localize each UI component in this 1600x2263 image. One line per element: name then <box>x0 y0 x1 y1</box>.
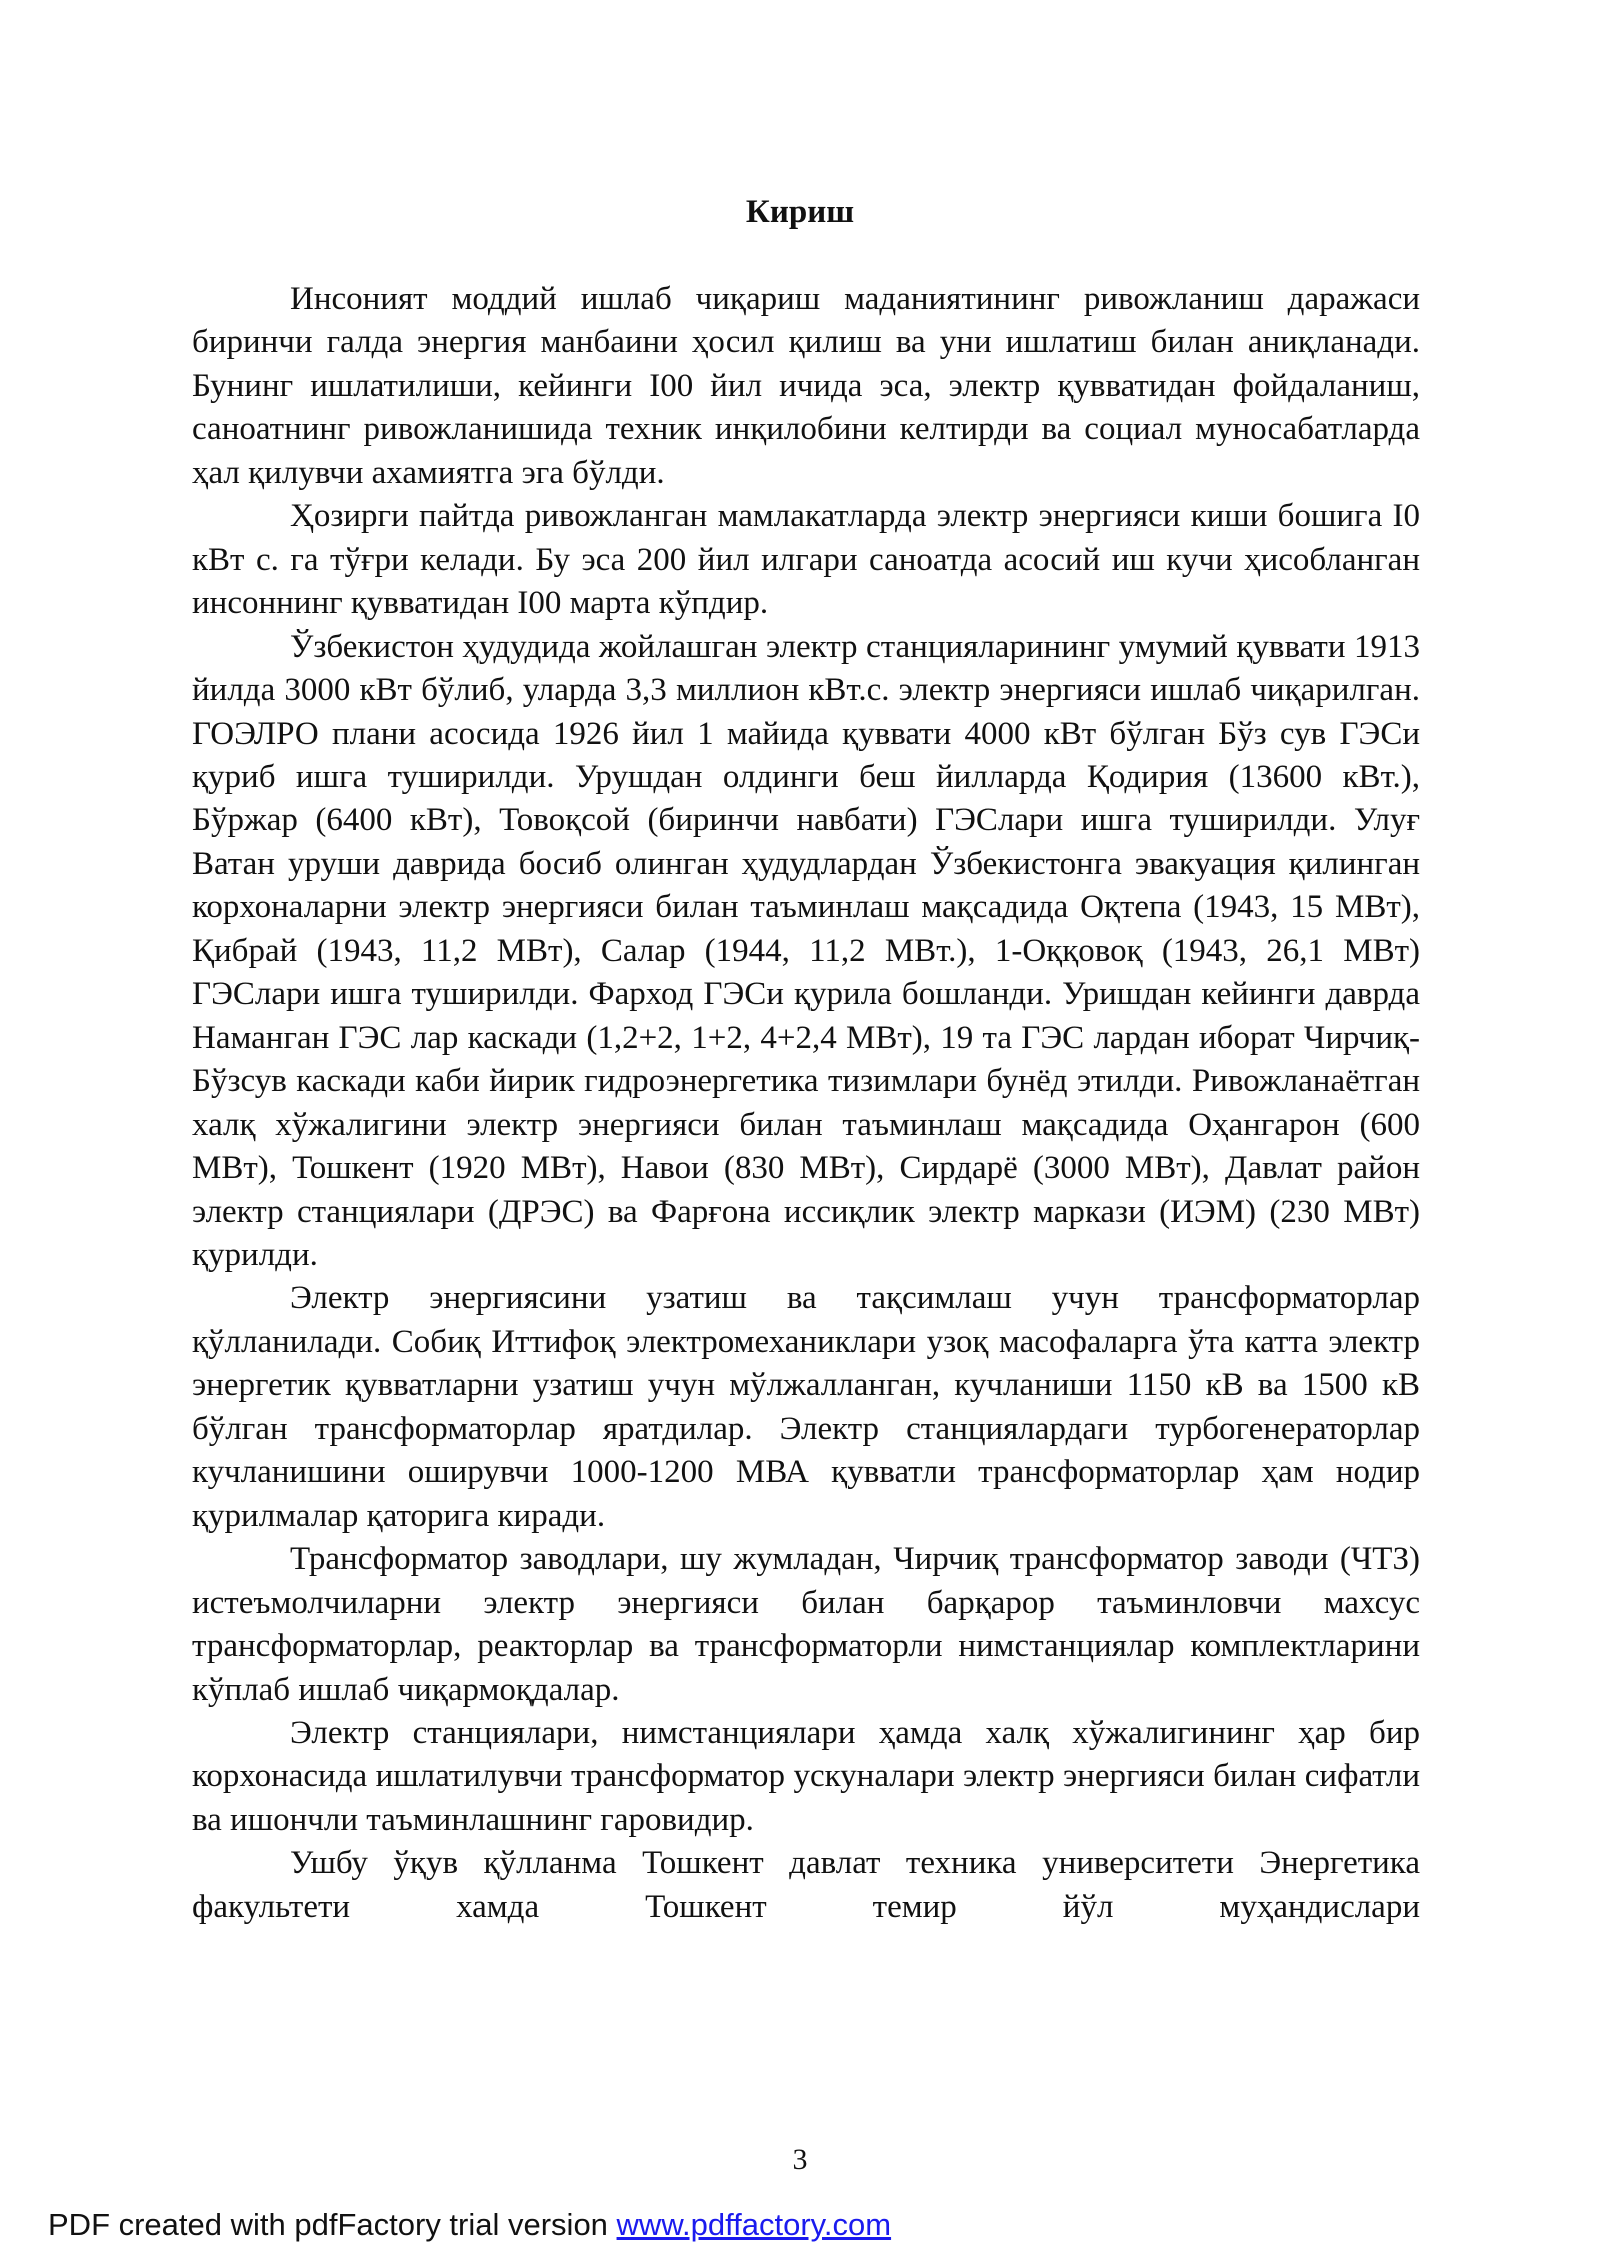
page-number: 3 <box>792 2143 808 2176</box>
pdf-footer <box>48 2205 891 2245</box>
page-title: Кириш <box>745 194 855 230</box>
paragraph-4: Электр энергиясини узатиш ва тақсимлаш учун трансформаторлар қўлланилади. Собиқ Иттифоқ электромеханиклари узоқ масофаларга ўта катта электр энергетик қувватларни узатиш учун мўлжалланган, кучланиши 1150 кВ ва 1500 кВ бўлган трансформаторлар яратдилар. Электр станциялардаги турбогенераторлар кучланишини оширувчи 1000-1200 МВА қувватли трансформаторлар ҳам нодир қурилмалар қаторига киради. <box>192 1280 1420 1534</box>
footer-link[interactable]: www.pdffactory.com <box>616 2207 892 2242</box>
paragraph-5: Трансформатор заводлари, шу жумладан, Чирчиқ трансформатор заводи (ЧТЗ) истеъмолчиларни электр энергияси билан барқарор таъминловчи махсус трансформаторлар, реакторлар ва трансформаторли нимстанциялар комплектларини кўплаб ишлаб чиқармоқдалар. <box>192 1541 1420 1708</box>
paragraph-1: Инсоният моддий ишлаб чиқариш маданиятининг ривожланиш даражаси биринчи галда энергия манбаини ҳосил қилиш ва уни ишлатиш билан аниқланади. Бунинг ишлатилиши, кейинги I00 йил ичида эса, электр қувватидан фойдаланиш, саноатнинг ривожланишида техник инқилобини келтирди ва социал муносабатларда ҳал қилувчи ахамиятга эга бўлди. <box>192 281 1420 491</box>
paragraph-7: Ушбу ўқув қўлланма Тошкент давлат техника университети Энергетика факультети хамда Тошкент темир йўл муҳандислари <box>192 1845 1420 1925</box>
paragraph-6: Электр станциялари, нимстанциялари ҳамда халқ хўжалигининг ҳар бир корхонасида ишлатилувчи трансформатор ускуналари электр энергияси билан сифатли ва ишончли таъминлашнинг гаровидир. <box>192 1714 1420 1838</box>
footer-text: PDF created with pdfFactory trial version <box>48 2207 617 2242</box>
body-text <box>192 278 1420 1929</box>
paragraph-3: Ўзбекистон ҳудудида жойлашган электр станцияларининг умумий қуввати 1913 йилда 3000 кВт бўлиб, уларда 3,3 миллион кВт.с. электр энергияси ишлаб чиқарилган. ГОЭЛРО плани асосида 1926 йил 1 майида қуввати 4000 кВт бўлган Бўз сув ГЭСи қуриб ишга туширилди. Урушдан олдинги беш йилларда Қодирия (13600 кВт.), Бўржар (6400 кВт), Товоқсой (биринчи навбати) ГЭСлари ишга туширилди. Улуғ Ватан уруши даврида босиб олинган ҳудудлардан Ўзбекистонга эвакуация қилинган корхоналарни электр энергияси билан таъминлаш мақсадида Оқтепа (1943, 15 МВт), Қибрай (1943, 11,2 МВт), Салар (1944, 11,2 МВт.), 1-Оққовоқ (1943, 26,1 МВт) ГЭСлари ишга туширилди. Фарход ГЭСи қурила бошланди. Уришдан кейинги даврда Наманган ГЭС лар каскади (1,2+2, 1+2, 4+2,4 МВт), 19 та ГЭС лардан иборат Чирчиқ-Бўзсув каскади каби йирик гидроэнергетика тизимлари бунёд этилди. Ривожланаётган халқ хўжалигини электр энергияси билан таъминлаш мақсадида Оҳангарон (600 МВт), Тошкент (1920 МВт), Навои (830 МВт), Сирдарё (3000 МВт), Давлат район электр станциялари (ДРЭС) ва Фарғона иссиқлик электр маркази (ИЭМ) (230 МВт) қурилди. <box>192 628 1420 1273</box>
paragraph-2: Ҳозирги пайтда ривожланган мамлакатларда электр энергияси киши бошига I0 кВт с. га тўғри келади. Бу эса 200 йил илгари саноатда асосий иш кучи ҳисобланган инсоннинг қувватидан I00 марта кўпдир. <box>192 498 1420 622</box>
